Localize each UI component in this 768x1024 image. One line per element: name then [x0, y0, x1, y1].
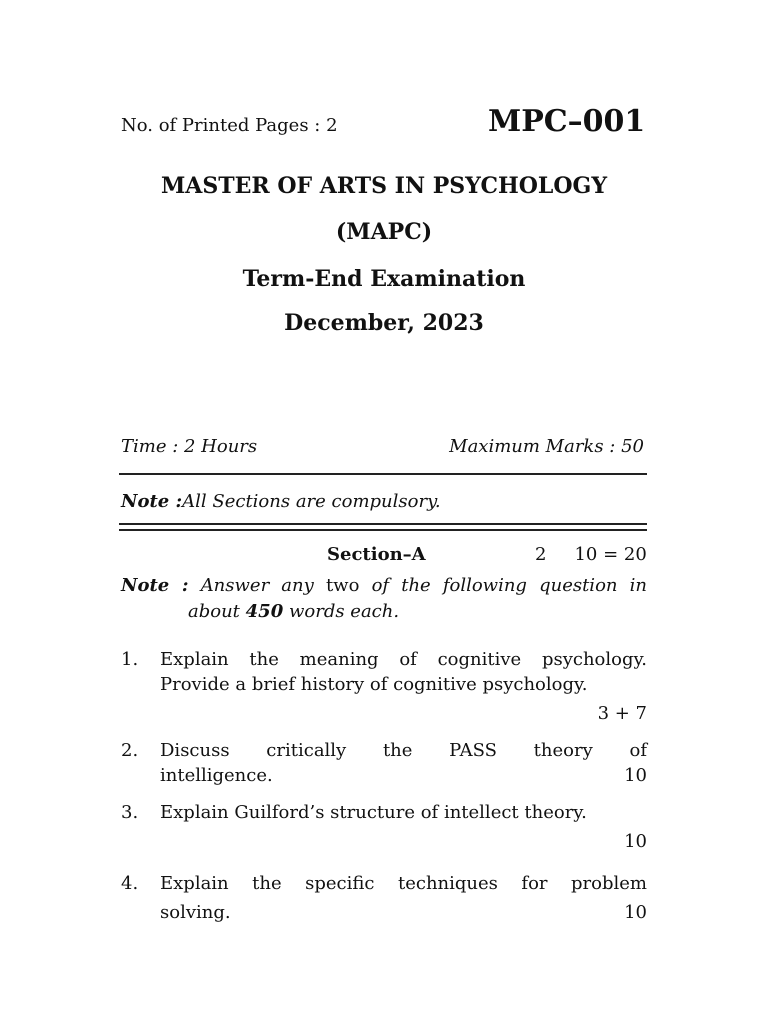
question-text-line-2: intelligence. — [160, 765, 273, 786]
exam-session: December, 2023 — [284, 310, 484, 336]
question-text-line-2: solving. — [160, 902, 231, 923]
question-text-line-1: Explain the specific techniques for problem — [160, 873, 647, 894]
question-number: 1. — [121, 649, 139, 670]
question-marks: 3 + 7 — [597, 703, 647, 724]
section-a-note-pre: Answer any — [200, 575, 314, 596]
section-a-note-label: Note : — [121, 575, 189, 596]
general-note-label: Note : — [121, 491, 183, 512]
question-number: 4. — [121, 873, 139, 894]
double-divider-bottom — [119, 529, 647, 531]
printed-pages-label: No. of Printed Pages : 2 — [121, 115, 338, 136]
question-text-line-1: Discuss critically the PASS theory of — [160, 740, 647, 761]
question-2 — [121, 738, 647, 788]
programme-abbreviation: (MAPC) — [335, 219, 433, 245]
question-4 — [121, 871, 647, 925]
question-text-line-1: Explain Guilford’s structure of intellect theory. — [160, 802, 587, 823]
section-a-marks-total: 10 = 20 — [574, 544, 647, 565]
general-note — [121, 491, 441, 512]
divider-line — [119, 473, 647, 475]
section-a-note-line2-pre: about — [188, 601, 240, 622]
section-a-note-post: of the following question in — [371, 575, 647, 596]
section-a-marks — [535, 544, 647, 565]
section-a-title: Section–A — [327, 544, 426, 565]
section-a-note-line2-post: words each. — [288, 601, 400, 622]
time-allowed: Time : 2 Hours — [121, 436, 258, 457]
section-a-note-two: two — [325, 575, 360, 596]
maximum-marks: Maximum Marks : 50 — [449, 436, 644, 457]
question-text-line-1: Explain the meaning of cognitive psychology. — [160, 649, 647, 670]
question-number: 2. — [121, 740, 139, 761]
question-1 — [121, 647, 647, 726]
programme-title: MASTER OF ARTS IN PSYCHOLOGY — [160, 173, 608, 199]
general-note-text: All Sections are compulsory. — [182, 491, 441, 512]
exam-title: Term-End Examination — [242, 266, 526, 292]
question-marks: 10 — [624, 765, 647, 786]
question-3 — [121, 800, 647, 854]
course-code: MPC–001 — [488, 104, 646, 139]
section-a-marks-count: 2 — [535, 544, 547, 565]
question-marks: 10 — [624, 831, 647, 852]
question-marks: 10 — [624, 902, 647, 923]
question-text-line-2: Provide a brief history of cognitive psychology. — [160, 674, 588, 695]
double-divider-top — [119, 523, 647, 525]
question-number: 3. — [121, 802, 139, 823]
section-a-note — [121, 573, 647, 625]
section-a-note-word-count: 450 — [245, 601, 284, 622]
